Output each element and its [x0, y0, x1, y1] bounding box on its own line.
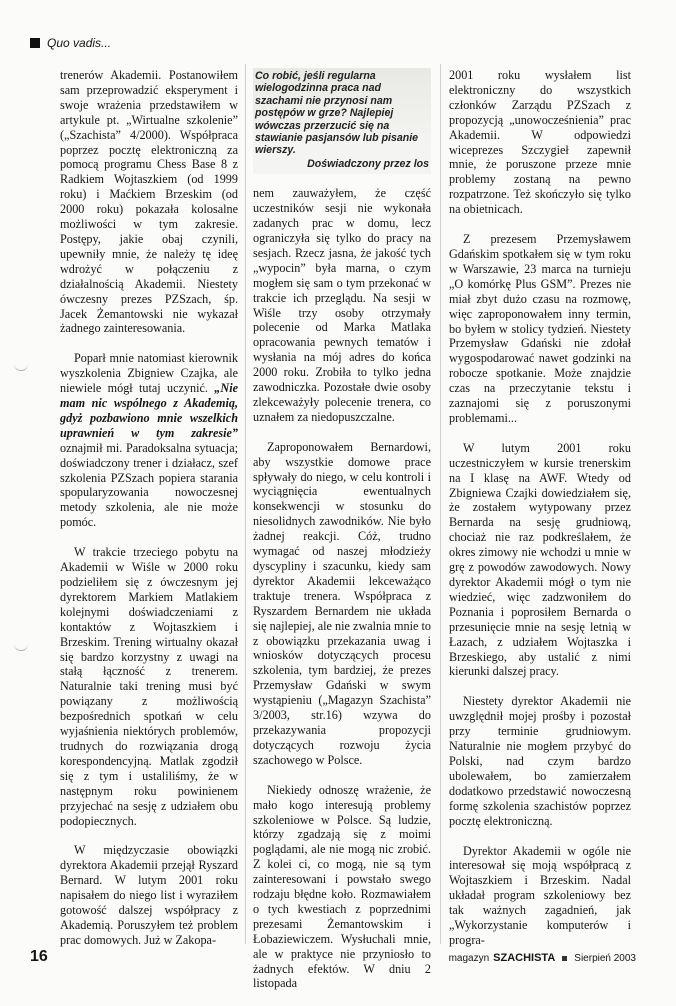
paragraph: W lutym 2001 roku uczestniczyłem w kursie trenerskim na I klasę na AWF. Wtedy od Zbigniewa Czajki dowiedziałem się, że zostałem wytypowany przez Bernarda na sesję grudniową, chociaż nie raz podkreślałem, że okres zimowy nie wchodzi u mnie w grę z powodów zawodowych. Nowy dyrektor Akademii mógł o tym nie wiedzieć, więc zadzwoniłem do Poznania i poprosiłem Bernarda o przesunięcie mnie na sesję letnią w Łazach, z udziałem Wojtaszka i Brzeskiego, aby ustalić z nimi kierunki dalszej pracy. [449, 440, 631, 679]
paragraph: W trakcie trzeciego pobytu na Akademii w Wiśle w 2000 roku podzieliłem się z ówczesnym jej dyrektorem Markiem Matlakiem kolejnymi doświadczeniami z kontaktów z Wojtaszkiem i Brzeskim. Trening wirtualny okazał się bardzo korzystny z uwagi na stałą łączność z trenerem. Naturalnie taki trening musi być powiązany z możliwością bezpośrednich spotkań w celu wyjaśnienia niektórych problemów, trudnych do rozwiązania drogą korespondencyjną. Matlak zgodził się z tym i ustaliliśmy, że w następnym roku powinienem przyjechać na sesję z udziałem obu podopiecznych. [60, 545, 238, 828]
black-square-icon [30, 38, 40, 48]
czajka-quote: „Nie mam nic wspólnego z Akademią, gdyż pozbawiono mnie wszelkich uprawnień w tym zakresie” [60, 381, 238, 440]
page-number: 16 [30, 948, 48, 965]
pull-quote-text: Co robić, jeśli regularna wielogodzinna praca nad szachami nie przynosi nam postępów w grze? Najlepiej wówczas przerzucić się na stawianie pasjansów lub pisanie wierszy. [255, 70, 419, 157]
column-rule [440, 64, 441, 944]
paragraph: W międzyczasie obowiązki dyrektora Akademii przejął Ryszard Bernard. W lutym 2001 roku napisałem do niego list i wyraziłem gotowość dalszej współpracy z Akademią. Poruszyłem też problem prac domowych. Już w Zakopa- [60, 843, 238, 947]
magazine-prefix: magazyn [448, 952, 490, 964]
paragraph: Zaproponowałem Bernardowi, aby wszystkie domowe prace spływały do niego, w celu kontroli i wyciągnięcia ewentualnych konsekwencji w stosunku do niesolidnych zawodników. Nie było żadnej reakcji. Cóż, trudno wymagać od naszej młodzieży dyscypliny i szacunku, kiedy sam dyrektor Akademii lekceważąco traktuje trenera. Współpraca z Ryszardem Bernardem nie układa się najlepiej, ale nie zwalnia mnie to z obowiązku przekazania uwag i wniosków dotyczących procesu szkolenia, tym bardziej, że prezes Przemysław Gdański w swym wystąpieniu („Magazyn Szachista” 3/2003, str.16) wzywa do przekazywania propozycji dotyczących rozwoju życia szachowego w Polsce. [253, 439, 431, 767]
section-title: Quo vadis... [47, 36, 112, 50]
text-column-2 [253, 68, 431, 1006]
square-bullet-icon [562, 956, 567, 961]
paragraph: Niekiedy odnoszę wrażenie, że mało kogo interesują problemy szkoleniowe w Polsce. Są ludzie, którzy zgadzają się z moimi poglądami, ale nie mogą nic zrobić. Z kolei ci, co mogą, nie są tym zainteresowani i powstało swego rodzaju błędne koło. Rozmawiałem o tych kwestiach z poprzednimi prezesami Żemantowskim i Łobaziewiczem. Wysłuchali mnie, ale w praktyce nie przyniosło to żadnych efektów. W dniu 2 listopada [253, 782, 431, 991]
issue-date: Sierpień 2003 [574, 952, 636, 964]
column-rule [245, 64, 246, 944]
scan-margin-mark [14, 360, 28, 371]
paragraph: Z prezesem Przemysławem Gdańskim spotkałem się w tym roku w Warszawie, 23 marca na turnieju „O komórkę Plus GSM”. Prezes nie miał zbyt dużo czasu na rozmowę, więc zaproponowałem inny termin, bo byłem w stolicy tydzień. Niestety Przemysław Gdański nie zdołał wygospodarować nawet godzinki na robocze spotkanie. Może znajdzie czas na przeczytanie tekstu i zaznajomi się z poruszonymi problemami... [449, 232, 631, 425]
paragraph: trenerów Akademii. Postanowiłem sam przeprowadzić eksperyment i swoje wrażenia przedstawiłem w artykule pt. „Wirtualne szkolenie” („Szachista” 4/2000). Współpraca poprzez pocztę elektroniczną za pomocą programu Chess Base 8 z Radkiem Wojtaszkiem (od 1999 roku) i Maćkiem Brzeskim (od 2000 roku) pokazała kolosalne możliwości w tym zakresie. Postępy, jakie obaj czynili, upewniły mnie, że należy tę ideę wdrożyć w połączeniu z działalnością Akademii. Niestety ówczesny prezes PZSzach, śp. Jacek Żemantowski nie wykazał żadnego zainteresowania. [60, 68, 238, 336]
text-column-3 [449, 68, 631, 963]
pull-quote [253, 68, 431, 174]
scan-margin-mark [14, 640, 28, 651]
footer-magazine [449, 952, 636, 964]
paragraph: Dyrektor Akademii w ogóle nie interesował się moją współpracą z Wojtaszkiem i Brzeskim. Nadal układał program szkoleniowy bez tak ważnych zagadnień, jak „Wykorzystanie komputerów i progra- [449, 843, 631, 947]
magazine-name: SZACHISTA [493, 952, 556, 964]
running-header [30, 36, 111, 50]
paragraph: Niestety dyrektor Akademii nie uwzględnił mojej prośby i pozostał przy terminie grudniowym. Naturalnie nie mogłem przybyć do Polski, nad czym bardzo ubolewałem, bo zamierzałem dodatkowo przedstawić nowoczesną formę szkolenia szachistów poprzez pocztę elektroniczną. [449, 694, 631, 828]
text-column-1 [60, 68, 238, 963]
paragraph: 2001 roku wysłałem list elektroniczny do wszystkich członków Zarządu PZSzach z propozycją „unowocześnienia” prac Akademii. W odpowiedzi wiceprezes Szczygieł zapewnił mnie, że poruszone przeze mnie problemy zostaną na pewno rozpatrzone. Też skończyło się tylko na obietnicach. [449, 68, 631, 217]
paragraph: nem zauważyłem, że część uczestników sesji nie wykonała zadanych prac w domu, lecz ograniczyła się tylko do pracy na sesjach. Rzecz jasna, że jakość tych „wypocin” była marna, o czym mogłem się sam o tym przekonać w trakcie ich przeglądu. Na sesji w Wiśle trzy osoby otrzymały polecenie od Marka Matlaka opracowania pewnych tematów i wysłania na mój adres do końca 2000 roku. Zrobiła to tylko jedna zawodniczka. Pozostałe dwie osoby zlekceważyły polecenie trenera, co uznałem za niedopuszczalne. [253, 186, 431, 424]
paragraph-czajka: Poparł mnie natomiast kierownik wyszkolenia Zbigniew Czajka, ale niewiele mógł tutaj uczynić. „Nie mam nic wspólnego z Akademią, gdyż pozbawiono mnie wszelkich uprawnień w tym zakresie” oznajmił mi. Paradoksalna sytuacja; doświadczony trener i działacz, szef szkolenia PZSzach popiera starania spopularyzowania nowoczesnej metody szkolenia, ale nie może pomóc. [60, 351, 238, 530]
pull-quote-signature: Doświadczony przez los [307, 157, 429, 170]
